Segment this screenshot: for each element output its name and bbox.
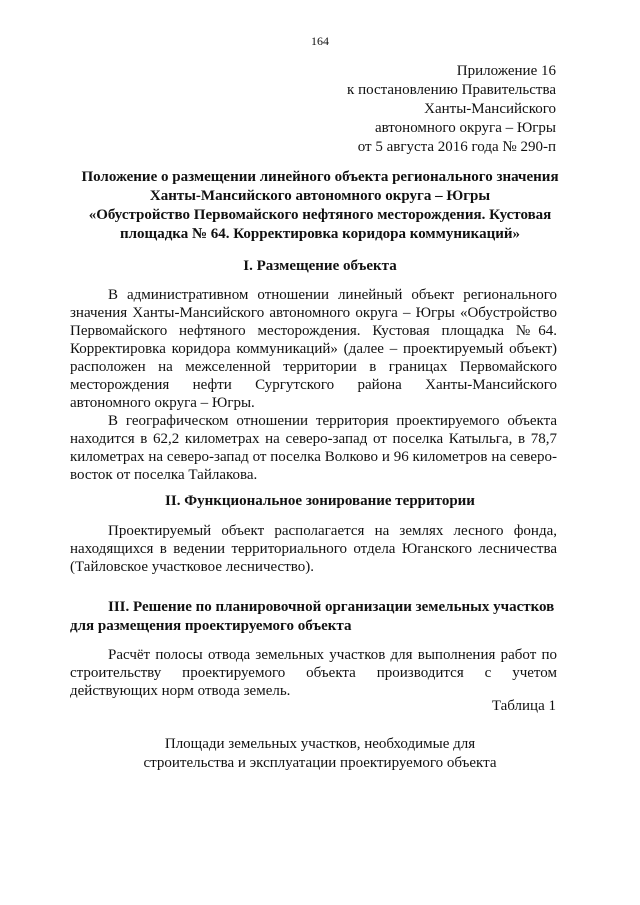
section-heading-2: II. Функциональное зонирование территории — [165, 493, 475, 509]
section-3-paragraph-1: Расчёт полосы отвода земельных участков для выполнения работ по строительству проектируемого объекта производится с учетом действующих норм отвода земель. — [70, 647, 557, 699]
appendix-line: автономного округа – Югры — [374, 120, 556, 136]
caption-line: Площади земельных участков, необходимые для — [164, 736, 476, 752]
section-heading-3-continued — [70, 617, 570, 636]
title-line: «Обустройство Первомайского нефтяного месторождения. Кустовая — [88, 207, 552, 223]
section-2-paragraph-1: Проектируемый объект располагается на землях лесного фонда, находящихся в ведении территориального отдела Юганского лесничества (Тайловское участковое лесничество). — [70, 523, 557, 575]
heading-line: III. Решение по планировочной организации земельных участков — [108, 599, 555, 615]
appendix-reference — [347, 62, 556, 157]
document-title — [70, 168, 570, 244]
title-line: Ханты-Мансийского автономного округа – Югры — [149, 188, 491, 204]
table-caption — [70, 735, 570, 773]
appendix-line: от 5 августа 2016 года № 290-п — [357, 139, 556, 155]
section-heading-3 — [108, 598, 578, 617]
section-heading-1: I. Размещение объекта — [243, 258, 397, 274]
heading-line: для размещения проектируемого объекта — [70, 618, 352, 634]
table-label: Таблица 1 — [491, 698, 556, 714]
section-1-paragraph-2: В географическом отношении территория проектируемого объекта находится в 62,2 километрах на северо-запад от поселка Катыльга, в 78,7 километрах на северо-запад от поселка Волково и 96 километров на северо-восток от поселка Тайлакова. — [70, 413, 557, 483]
caption-line: строительства и эксплуатации проектируемого объекта — [143, 755, 497, 771]
title-line: Положение о размещении линейного объекта регионального значения — [81, 169, 559, 185]
appendix-line: Ханты-Мансийского — [424, 101, 556, 117]
section-1-paragraph-1: В административном отношении линейный объект регионального значения Ханты-Мансийского автономного округа – Югры «Обустройство Первомайского нефтяного месторождения. Кустовая площадка №64. Корректировка коридора коммуникаций» (далее – проектируемый объект) расположен на межселенной территории в границах Первомайского месторождения нефти Сургутского района Ханты-Мансийского автономного округа – Югры. — [70, 287, 557, 411]
title-line: площадка № 64. Корректировка коридора коммуникаций» — [120, 226, 520, 242]
appendix-line: Приложение 16 — [456, 63, 556, 79]
page-number: 164 — [311, 34, 329, 48]
appendix-line: к постановлению Правительства — [347, 82, 556, 98]
